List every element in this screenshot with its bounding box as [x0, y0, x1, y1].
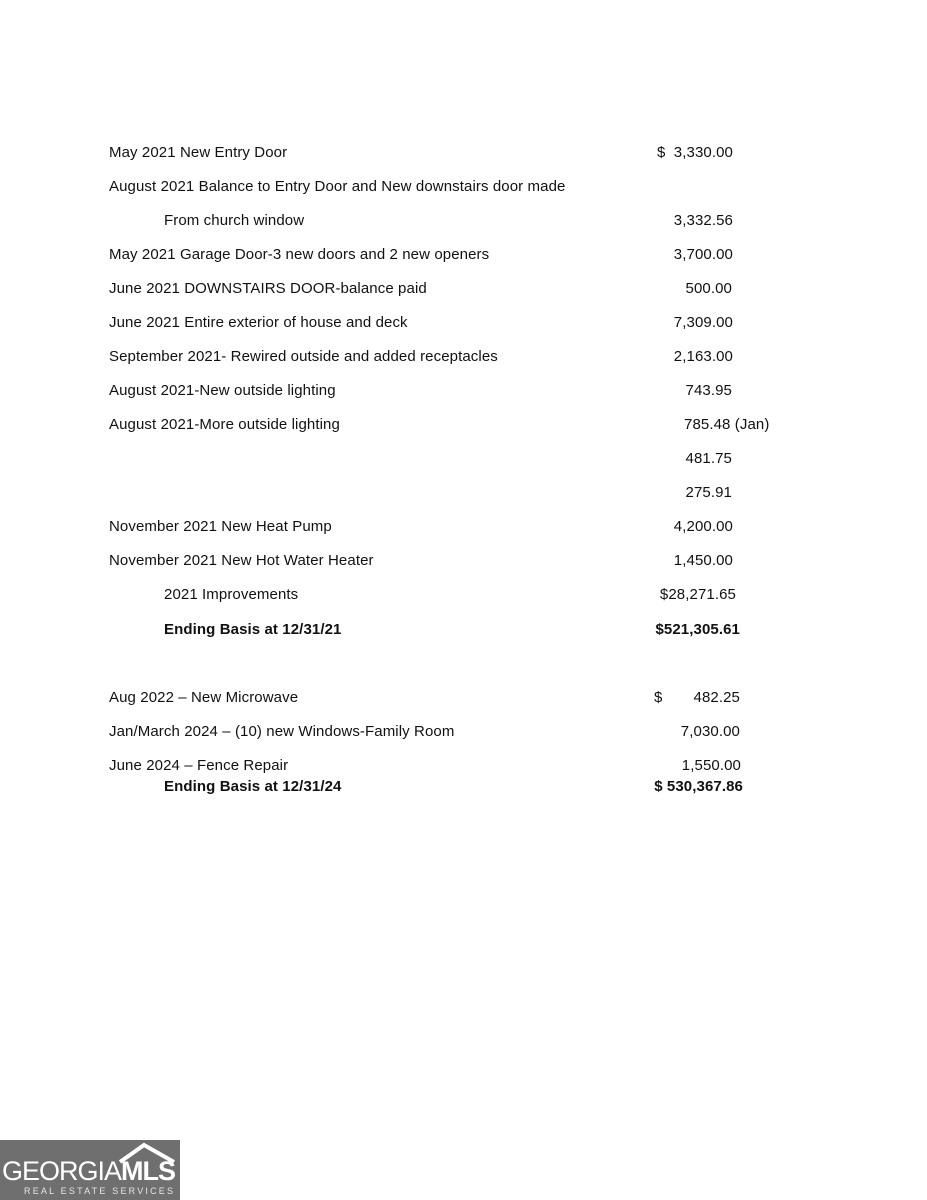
row-3-desc: From church window: [164, 212, 305, 229]
row-1-amount: 3,330.00: [673, 144, 733, 161]
row-13-desc: November 2021 New Hot Water Heater: [109, 552, 374, 569]
row-9-desc: August 2021-More outside lighting: [109, 416, 340, 433]
logo-tagline: REAL ESTATE SERVICES: [24, 1186, 176, 1196]
logo-wordmark-georgia: GEORGIA: [2, 1156, 122, 1186]
row-7-amount: 2,163.00: [673, 348, 733, 365]
row-14-amount: 482.25: [693, 689, 740, 706]
basis-2024-amount: $ 530,367.86: [654, 778, 743, 795]
row-8-desc: August 2021-New outside lighting: [109, 382, 336, 399]
basis-2021-label: Ending Basis at 12/31/21: [164, 621, 342, 638]
row-16-amount: 1,550.00: [681, 757, 741, 774]
row-4-amount: 3,700.00: [673, 246, 733, 263]
row-14-desc: Aug 2022 – New Microwave: [109, 689, 299, 706]
row-12-amount: 4,200.00: [673, 518, 733, 535]
row-2-desc: August 2021 Balance to Entry Door and New downstairs door made: [109, 178, 566, 195]
row-6-amount: 7,309.00: [673, 314, 733, 331]
logo-wordmark: [2, 1156, 175, 1187]
row-15-amount: 7,030.00: [680, 723, 740, 740]
row-5-desc: June 2021 DOWNSTAIRS DOOR-balance paid: [109, 280, 427, 297]
row-4-desc: May 2021 Garage Door-3 new doors and 2 new openers: [109, 246, 490, 263]
row-3-amount: 3,332.56: [673, 212, 733, 229]
row-8-amount: 743.95: [685, 382, 732, 399]
row-1-currency: $: [657, 144, 666, 161]
basis-2021-amount: $521,305.61: [655, 621, 740, 638]
row-16-desc: June 2024 – Fence Repair: [109, 757, 289, 774]
logo-wordmark-mls: MLS: [121, 1156, 176, 1186]
subtotal-2021-label: 2021 Improvements: [164, 586, 299, 603]
georgia-mls-logo: [0, 1140, 180, 1200]
row-10-amount: 481.75: [685, 450, 732, 467]
row-11-amount: 275.91: [685, 484, 732, 501]
row-12-desc: November 2021 New Heat Pump: [109, 518, 332, 535]
row-7-desc: September 2021- Rewired outside and added receptacles: [109, 348, 498, 365]
basis-2024-label: Ending Basis at 12/31/24: [164, 778, 342, 795]
row-15-desc: Jan/March 2024 – (10) new Windows-Family Room: [109, 723, 455, 740]
row-1-desc: May 2021 New Entry Door: [109, 144, 288, 161]
row-14-currency: $: [654, 689, 663, 706]
row-13-amount: 1,450.00: [673, 552, 733, 569]
row-6-desc: June 2021 Entire exterior of house and deck: [109, 314, 408, 331]
subtotal-2021-amount: $28,271.65: [659, 586, 736, 603]
row-5-amount: 500.00: [685, 280, 732, 297]
row-9-amount: 785.48 (Jan): [684, 416, 770, 433]
